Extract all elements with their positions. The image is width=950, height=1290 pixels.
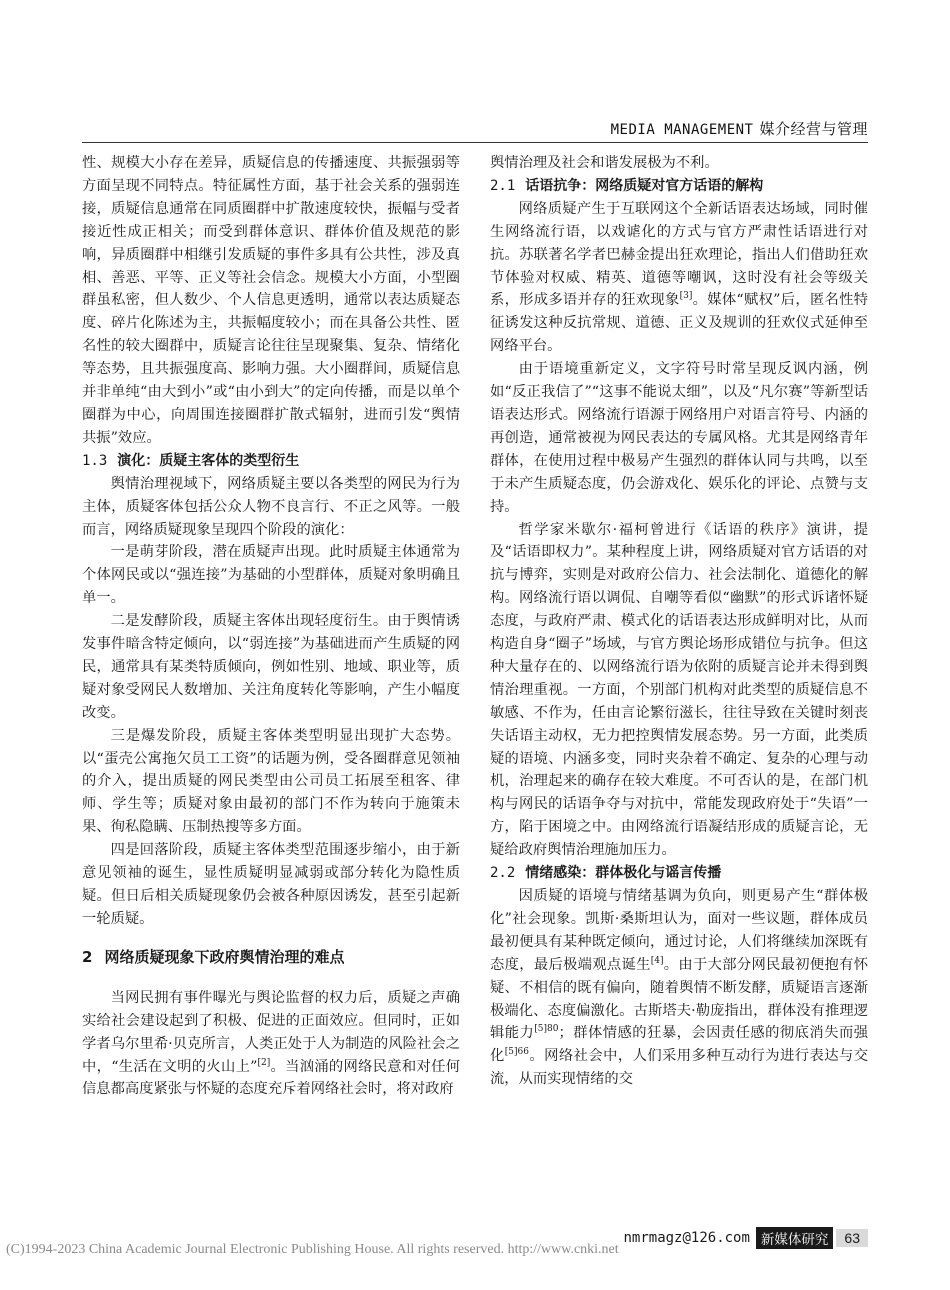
section-number: 2: [82, 947, 93, 966]
paragraph-text: 。由于大部分网民最初便抱有怀疑、不相信的既有偏向，随着舆情不断发酵，质疑语言逐渐极端化、态度偏激化。古斯塔夫·勒庞指出，群体没有推理逻辑能力: [490, 956, 869, 1042]
header-rule: [82, 142, 868, 143]
paragraph-text: 。当汹涌的网络民意和对任何信息都高度紧张与怀疑的态度充斥着网络社会时，将对政府: [82, 1058, 460, 1098]
journal-label: 新媒体研究: [756, 1227, 834, 1249]
section-number: 2.1: [490, 177, 516, 194]
section-heading-2: [82, 945, 460, 969]
copyright-watermark: (C)1994-2023 China Academic Journal Electronic Publishing House. All rights reserved. http://www.cnki.net: [6, 1242, 619, 1257]
page-footer: [623, 1228, 868, 1248]
section-heading-2-1: [490, 175, 868, 198]
paragraph: 一是萌芽阶段，潜在质疑声出现。此时质疑主体通常为个体网民或以“强连接”为基础的小型群体，质疑对象明确且单一。: [82, 544, 460, 607]
page-number: 63: [836, 1229, 868, 1247]
paragraph: 性、规模大小存在差异，质疑信息的传播速度、共振强弱等方面呈现不同特点。特征属性方面，基于社会关系的强弱连接，质疑信息通常在同质圈群中扩散速度较快，振幅与受者接近性成正相关；而受到群体意识、群体价值及规范的影响，异质圈群中相继引发质疑的事件多具有公共性，涉及真相、善恶、平等、正义等社会信念。规模大小方面，小型圈群虽私密，但人数少、个人信息更透明，通常以表达质疑态度、碎片化陈述为主，共振幅度较小；而在具备公共性、匿名性的较大圈群中，质疑言论往往呈现聚集、复杂、情绪化等态势，且共振强度高、影响力强。大小圈群间，质疑信息并非单纯“由大到小”或“由小到大”的定向传播，而是以单个圈群为中心，向周围连接圈群扩散式辐射，进而引发“舆情共振”效应。: [82, 155, 460, 446]
paragraph-text: 。媒体“赋权”后，匿名性特征诱发这种反抗常规、道德、正义及规训的狂欢仪式延伸至网络平台。: [490, 292, 868, 355]
section-number: 1.3: [82, 452, 108, 469]
journal-title: [611, 118, 868, 139]
section-number: 2.2: [490, 865, 516, 882]
citation-ref: [5]80: [534, 1024, 559, 1035]
citation-ref: [2]: [257, 1057, 271, 1068]
paragraph-text: ；群体情感的狂暴，会因责任感的彻底消失而强化: [490, 1025, 869, 1065]
running-header: [0, 118, 950, 140]
paragraph: 四是回落阶段，质疑主客体类型范围逐步缩小，由于新意见领袖的诞生，显性质疑明显减弱或部分转化为隐性质疑。但日后相关质疑现象仍会被各种原因诱发，甚至引起新一轮质疑。: [82, 842, 460, 927]
paragraph: 哲学家米歇尔·福柯曾进行《话语的秩序》演讲，提及“话语即权力”。某种程度上讲，网络质疑对官方话语的对抗与博弈，实则是对政府公信力、社会法制化、道德化的解构。网络流行语以调侃、自嘲等看似“幽默”的形式诉诸怀疑态度，与政府严肃、模式化的话语表达形成鲜明对比，从而构造自身“圈子”场域，与官方舆论场形成错位与抗争。但这种大量存在的、以网络流行语为依附的质疑言论并未得到舆情治理重视。一方面，个别部门机构对此类型的质疑信息不敏感、不作为，任由言论繁衍滋长，往往导致在关键时刻丧失话语主动权，无力把控舆情发展态势。另一方面，此类质疑的语境、内涵多变，同时夹杂着不确定、复杂的心理与动机，治理起来的确存在较大难度。不可否认的是，在部门机构与网民的话语争夺与对抗中，常能发现政府处于“失语”一方，陷于困境之中。由网络流行语凝结形成的质疑言论，无疑给政府舆情治理施加压力。: [490, 521, 868, 859]
paragraph: 二是发酵阶段，质疑主客体出现轻度衍生。由于舆情诱发事件暗含特定倾向，以“弱连接”为基础进而产生质疑的网民，通常具有某类特质倾向，例如性别、地域、职业等，质疑对象受网民人数增加、关注角度转化等影响，产生小幅度改变。: [82, 613, 460, 721]
paragraph-text: 网络质疑产生于互联网这个全新话语表达场域，同时催生网络流行语，以戏谑化的方式与官方严肃性话语进行对抗。苏联著名学者巴赫金提出狂欢理论，指出人们借助狂欢节体验对权威、精英、道德等嘲讽，这时没有社会等级关系，形成多语并存的狂欢现象: [490, 200, 868, 309]
journal-email: nmrmagz@126.com: [623, 1230, 750, 1246]
journal-name-en: MEDIA MANAGEMENT: [610, 122, 754, 138]
citation-ref: [4]: [650, 955, 664, 966]
paragraph: [490, 885, 868, 1091]
paragraph: 舆情治理及社会和谐发展极为不利。: [490, 155, 719, 171]
citation-ref: [3]: [679, 291, 693, 302]
paragraph: 三是爆发阶段，质疑主客体类型明显出现扩大态势。以“蛋壳公寓拖欠员工工资”的话题为例，受各圈群意见领袖的介入，提出质疑的网民类型由公司员工拓展至租客、律师、学生等；质疑对象由最初的部门不作为转向于施策未果、徇私隐瞒、压制热搜等多方面。: [82, 727, 460, 836]
paragraph-text: 因质疑的语境与情绪基调为负向，则更易产生“群体极化”社会现象。凯斯·桑斯坦认为，面对一些议题，群体成员最初便具有某种既定倾向，通过讨论，人们将继续加深既有态度，最后极端观点诞生: [490, 888, 868, 973]
section-title: 情绪感染：群体极化与谣言传播: [525, 865, 722, 882]
right-column: [490, 152, 868, 1091]
paragraph: 舆情治理视域下，网络质疑主要以各类型的网民为行为主体，质疑客体包括公众人物不良言行、不正之风等。一般而言，网络质疑现象呈现四个阶段的演化：: [82, 475, 460, 538]
section-name: 媒介经营与管理: [759, 120, 868, 138]
left-column: [82, 152, 460, 1101]
section-title: 网络质疑现象下政府舆情治理的难点: [104, 947, 345, 966]
paragraph-text: 。网络社会中，人们采用多种互动行为进行表达与交流，从而实现情绪的交: [490, 1048, 869, 1088]
paragraph: [490, 198, 868, 358]
paragraph-text: 当网民拥有事件曝光与舆论监督的权力后，质疑之声确实给社会建设起到了积极、促进的正面效应。但同时，正如学者乌尔里希·贝克所言，人类正处于人为制造的风险社会之中，“生活在文明的火山上”: [82, 989, 460, 1075]
citation-ref: [5]66: [504, 1047, 529, 1058]
section-heading-2-2: [490, 862, 868, 885]
section-title: 话语抗争：网络质疑对官方话语的解构: [525, 177, 764, 194]
section-heading-1-3: [82, 450, 460, 473]
section-title: 演化：质疑主客体的类型衍生: [117, 452, 300, 469]
paragraph: 由于语境重新定义，文字符号时常呈现反讽内涵，例如“反正我信了”“这事不能说太细”，以及“凡尔赛”等新型话语表达形式。网络流行语源于网络用户对语言符号、内涵的再创造，通常被视为网民表达的专属风格。尤其是网络青年群体，在使用过程中极易产生强烈的群体认同与共鸣，以至于未产生质疑态度，仍会游戏化、娱乐化的评论、点赞与支持。: [490, 361, 868, 515]
paragraph: [82, 987, 460, 1102]
